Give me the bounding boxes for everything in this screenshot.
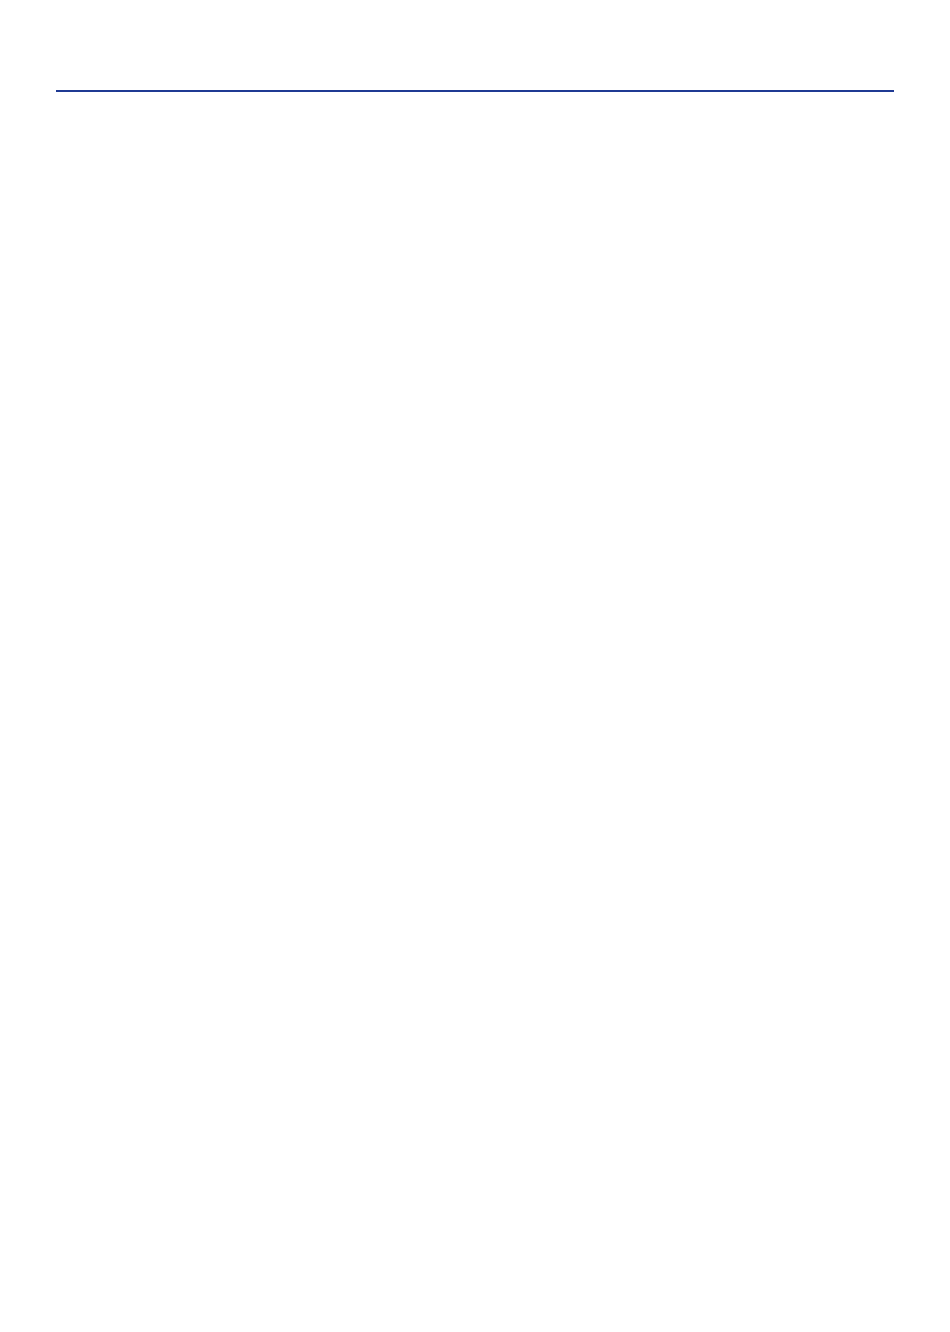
left-column [56, 114, 457, 1254]
article-body [56, 114, 894, 1254]
right-column [493, 114, 894, 1254]
page-header [56, 48, 894, 92]
